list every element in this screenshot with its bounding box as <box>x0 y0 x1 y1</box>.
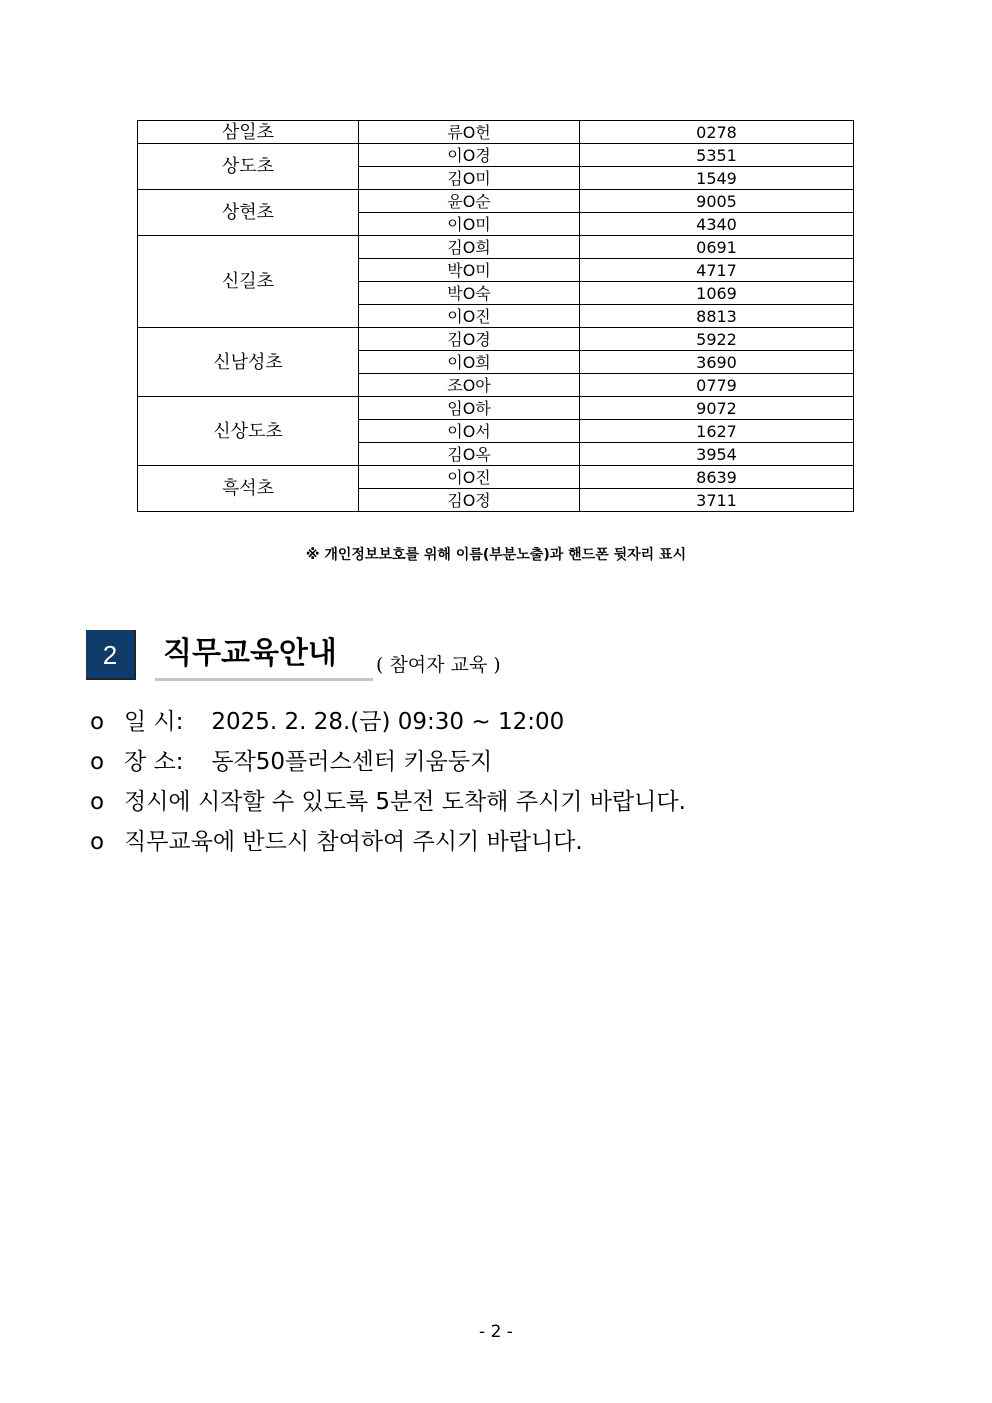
name-cell: 김O희 <box>359 236 580 259</box>
phone-cell: 3711 <box>580 489 854 512</box>
phone-cell: 0691 <box>580 236 854 259</box>
bullet-mark: o <box>90 709 105 735</box>
phone-cell: 1069 <box>580 282 854 305</box>
table-row <box>138 121 854 144</box>
name-cell: 이O진 <box>359 466 580 489</box>
table-row <box>138 190 854 213</box>
page-number: - 2 - <box>479 1322 513 1342</box>
school-cell: 신길초 <box>138 236 359 328</box>
date-value: 2025. 2. 28.(금) 09:30 ~ 12:00 <box>211 709 565 735</box>
name-cell: 류O헌 <box>359 121 580 144</box>
name-cell: 이O경 <box>359 144 580 167</box>
date-label: 일 시: <box>124 709 184 735</box>
phone-cell: 1627 <box>580 420 854 443</box>
name-cell: 박O미 <box>359 259 580 282</box>
phone-cell: 4717 <box>580 259 854 282</box>
bullet-date <box>90 706 564 738</box>
table-row <box>138 144 854 167</box>
phone-cell: 3954 <box>580 443 854 466</box>
participant-table <box>137 120 854 512</box>
attendance-text: 직무교육에 반드시 참여하여 주시기 바랍니다. <box>124 829 583 855</box>
bullet-mark: o <box>90 829 105 855</box>
table-row <box>138 397 854 420</box>
privacy-notice: ※ 개인정보보호를 위해 이름(부분노출)과 핸드폰 뒷자리 표시 <box>305 547 687 563</box>
phone-cell: 9072 <box>580 397 854 420</box>
bullet-attendance <box>90 826 583 858</box>
name-cell: 박O숙 <box>359 282 580 305</box>
school-cell: 신상도초 <box>138 397 359 466</box>
participant-table-body <box>138 121 854 512</box>
name-cell: 김O정 <box>359 489 580 512</box>
name-cell: 이O미 <box>359 213 580 236</box>
phone-cell: 0278 <box>580 121 854 144</box>
name-cell: 임O하 <box>359 397 580 420</box>
phone-cell: 3690 <box>580 351 854 374</box>
section-subtitle: ( 참여자 교육 ) <box>376 654 501 676</box>
table-row <box>138 236 854 259</box>
phone-cell: 5351 <box>580 144 854 167</box>
bullet-mark: o <box>90 749 105 775</box>
school-cell: 상도초 <box>138 144 359 190</box>
arrival-text: 정시에 시작할 수 있도록 5분전 도착해 주시기 바랍니다. <box>124 789 686 815</box>
name-cell: 이O서 <box>359 420 580 443</box>
school-cell: 상현초 <box>138 190 359 236</box>
section-number-badge: 2 <box>86 630 136 680</box>
place-value: 동작50플러스센터 키움둥지 <box>211 749 493 775</box>
section-title: 직무교육안내 <box>163 636 337 671</box>
school-cell: 흑석초 <box>138 466 359 512</box>
phone-cell: 1549 <box>580 167 854 190</box>
name-cell: 김O미 <box>359 167 580 190</box>
school-cell: 삼일초 <box>138 121 359 144</box>
table-row <box>138 466 854 489</box>
name-cell: 김O옥 <box>359 443 580 466</box>
phone-cell: 9005 <box>580 190 854 213</box>
phone-cell: 0779 <box>580 374 854 397</box>
name-cell: 윤O순 <box>359 190 580 213</box>
name-cell: 이O희 <box>359 351 580 374</box>
phone-cell: 4340 <box>580 213 854 236</box>
phone-cell: 5922 <box>580 328 854 351</box>
place-label: 장 소: <box>124 749 184 775</box>
name-cell: 조O아 <box>359 374 580 397</box>
phone-cell: 8639 <box>580 466 854 489</box>
bullet-mark: o <box>90 789 105 815</box>
name-cell: 이O진 <box>359 305 580 328</box>
bullet-place <box>90 746 492 778</box>
section-title-underline <box>155 678 373 681</box>
school-cell: 신남성초 <box>138 328 359 397</box>
phone-cell: 8813 <box>580 305 854 328</box>
name-cell: 김O경 <box>359 328 580 351</box>
bullet-arrival <box>90 786 686 818</box>
table-row <box>138 328 854 351</box>
